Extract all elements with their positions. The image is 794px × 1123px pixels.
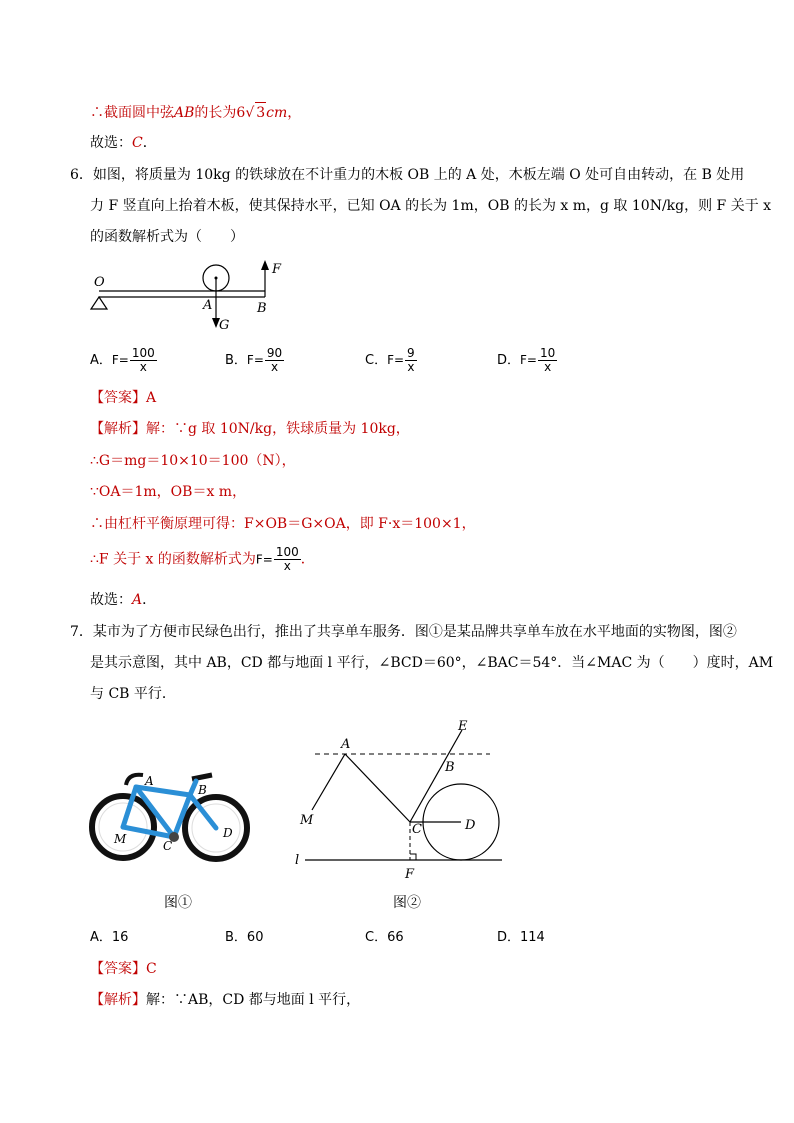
q6-analysis-line4: ∴由杠杆平衡原理可得：F×OB＝G×OA，即 F·x＝100×1， <box>90 516 476 532</box>
option-fraction <box>265 347 284 374</box>
fig1-label-M: M <box>114 832 127 846</box>
choice-label: 故选： <box>90 592 132 608</box>
numerator: 90 <box>266 346 283 360</box>
fig2-label-C: C <box>412 822 422 837</box>
bicycle-schematic-figure <box>290 712 520 887</box>
fig2-label-E: E <box>458 719 468 734</box>
analysis-tag: 【解析】 <box>90 421 146 437</box>
analysis-tag: 【解析】 <box>90 992 146 1008</box>
q6-analysis-line2: ∴G＝mg＝10×10＝100（N）， <box>90 453 296 469</box>
q6-lever-figure <box>85 258 295 338</box>
prev-answer-end: ， <box>287 105 302 121</box>
fig1-label-C: C <box>163 839 173 853</box>
q6-option-d[interactable] <box>497 347 557 374</box>
prev-answer-line <box>90 102 301 123</box>
prev-choice-label: 故选： <box>90 135 132 151</box>
fig1-label-A: A <box>145 774 154 788</box>
option-label: C． <box>365 353 388 368</box>
force-arrow <box>261 260 269 270</box>
q7-stem-line2: 是其示意图，其中 AB，CD 都与地面 l 平行，∠BCD＝60°，∠BAC＝54°．当∠MAC 为（ ）度时，AM <box>90 655 774 671</box>
prev-choice-end: ． <box>142 135 157 151</box>
saddle <box>192 775 212 779</box>
answer-value: A <box>146 390 157 406</box>
label-A: A <box>203 298 213 313</box>
q7-option-c[interactable] <box>365 928 404 948</box>
formula-fraction <box>274 546 301 573</box>
choice-end: ． <box>142 592 157 608</box>
prev-choice-line <box>90 133 157 153</box>
q6-option-a[interactable] <box>90 347 157 374</box>
fig2-label-A: A <box>341 737 351 752</box>
option-label: B． <box>225 930 247 945</box>
prev-answer-radicand: 3 <box>255 102 266 123</box>
prev-choice-answer: C <box>132 135 143 151</box>
denominator: x <box>139 360 147 374</box>
label-G: G <box>219 318 230 333</box>
q7-analysis-line1 <box>90 990 360 1010</box>
formula-lhs: F= <box>255 552 273 567</box>
q6-analysis-line1 <box>90 419 410 439</box>
q7-answer-line <box>90 959 157 979</box>
fig1-label-B: B <box>198 783 207 797</box>
denominator: x <box>283 559 291 573</box>
numerator: 100 <box>131 346 155 360</box>
option-fraction <box>130 347 157 374</box>
choice-answer: A <box>132 592 143 608</box>
option-lhs: F= <box>387 353 405 367</box>
q6-analysis-line5 <box>90 546 315 573</box>
option-label: A． <box>90 353 112 368</box>
segment-AM <box>312 754 345 810</box>
option-value: 114 <box>520 930 545 945</box>
q7-option-d[interactable] <box>497 928 545 948</box>
segment-CE <box>410 730 462 822</box>
analysis-text: 解：∵AB，CD 都与地面 l 平行， <box>146 992 361 1008</box>
option-fraction <box>405 347 417 374</box>
answer-tag: 【答案】 <box>90 390 146 406</box>
q6-choice-line <box>90 590 156 610</box>
handlebar <box>126 775 143 785</box>
numerator: 100 <box>275 545 299 559</box>
fig2-label-D: D <box>465 818 476 833</box>
option-label: D． <box>497 930 521 945</box>
fig2-label-l: l <box>295 853 300 868</box>
prev-answer-coef: 6 <box>236 105 246 121</box>
pivot-triangle <box>91 297 107 309</box>
denominator: x <box>407 360 415 374</box>
option-label: A． <box>90 930 112 945</box>
label-O: O <box>94 275 105 290</box>
answer-value: C <box>146 961 157 977</box>
q7-option-a[interactable] <box>90 928 128 948</box>
fig1-caption: 图① <box>164 895 192 911</box>
analysis-text: ∴F 关于 x 的函数解析式为 <box>90 551 256 568</box>
q7-stem-line3: 与 CB 平行． <box>90 686 176 702</box>
fig2-caption: 图② <box>393 895 421 911</box>
q6-stem-line3: 的函数解析式为（ ） <box>90 229 244 245</box>
sqrt-sign: √ <box>245 105 255 121</box>
q6-stem-line2: 力 F 竖直向上抬着木板，使其保持水平，已知 OA 的长为 1m，OB 的长为 x m，g 取 10N/kg，则 F 关于 x <box>90 198 772 214</box>
segment-AC <box>345 754 410 822</box>
prev-answer-var: AB <box>174 105 195 121</box>
option-lhs: F= <box>246 353 264 367</box>
fig2-label-M: M <box>300 813 314 828</box>
q6-answer-line <box>90 388 156 408</box>
answer-tag: 【答案】 <box>90 961 146 977</box>
option-lhs: F= <box>111 353 129 367</box>
label-B: B <box>257 301 267 316</box>
prev-answer-unit: cm <box>266 105 288 121</box>
numerator: 10 <box>539 346 556 360</box>
denominator: x <box>544 360 552 374</box>
prev-answer-text: ∴截面圆中弦 <box>90 105 174 121</box>
option-value: 60 <box>246 930 264 945</box>
label-F: F <box>272 262 282 277</box>
analysis-end: ． <box>300 551 315 568</box>
fig1-label-D: D <box>223 826 233 840</box>
q6-option-b[interactable] <box>225 347 284 374</box>
q6-analysis-line3: ∵OA＝1m，OB＝x m， <box>90 484 247 500</box>
option-label: D． <box>497 353 521 368</box>
option-fraction <box>538 347 557 374</box>
prev-answer-mid: 的长为 <box>194 105 237 121</box>
q7-stem-line1: 7．某市为了方便市民绿色出行，推出了共享单车服务．图①是某品牌共享单车放在水平地面的实物图，图② <box>70 624 737 640</box>
fig2-label-B: B <box>445 760 455 775</box>
numerator: 9 <box>407 346 415 360</box>
analysis-text: 解：∵g 取 10N/kg，铁球质量为 10kg， <box>146 421 410 437</box>
option-value: 66 <box>387 930 404 945</box>
option-label: B． <box>225 353 247 368</box>
bicycle-photo-figure <box>88 765 258 870</box>
option-value: 16 <box>111 930 129 945</box>
option-label: C． <box>365 930 388 945</box>
denominator: x <box>270 360 279 374</box>
option-lhs: F= <box>520 353 537 367</box>
q7-option-b[interactable] <box>225 928 263 948</box>
q6-option-c[interactable] <box>365 347 417 374</box>
right-angle-mark <box>410 854 416 860</box>
fig2-label-F: F <box>405 867 415 882</box>
q6-stem-line1: 6．如图，将质量为 10kg 的铁球放在不计重力的木板 OB 上的 A 处，木板左端 O 处可自由转动，在 B 处用 <box>70 167 745 183</box>
